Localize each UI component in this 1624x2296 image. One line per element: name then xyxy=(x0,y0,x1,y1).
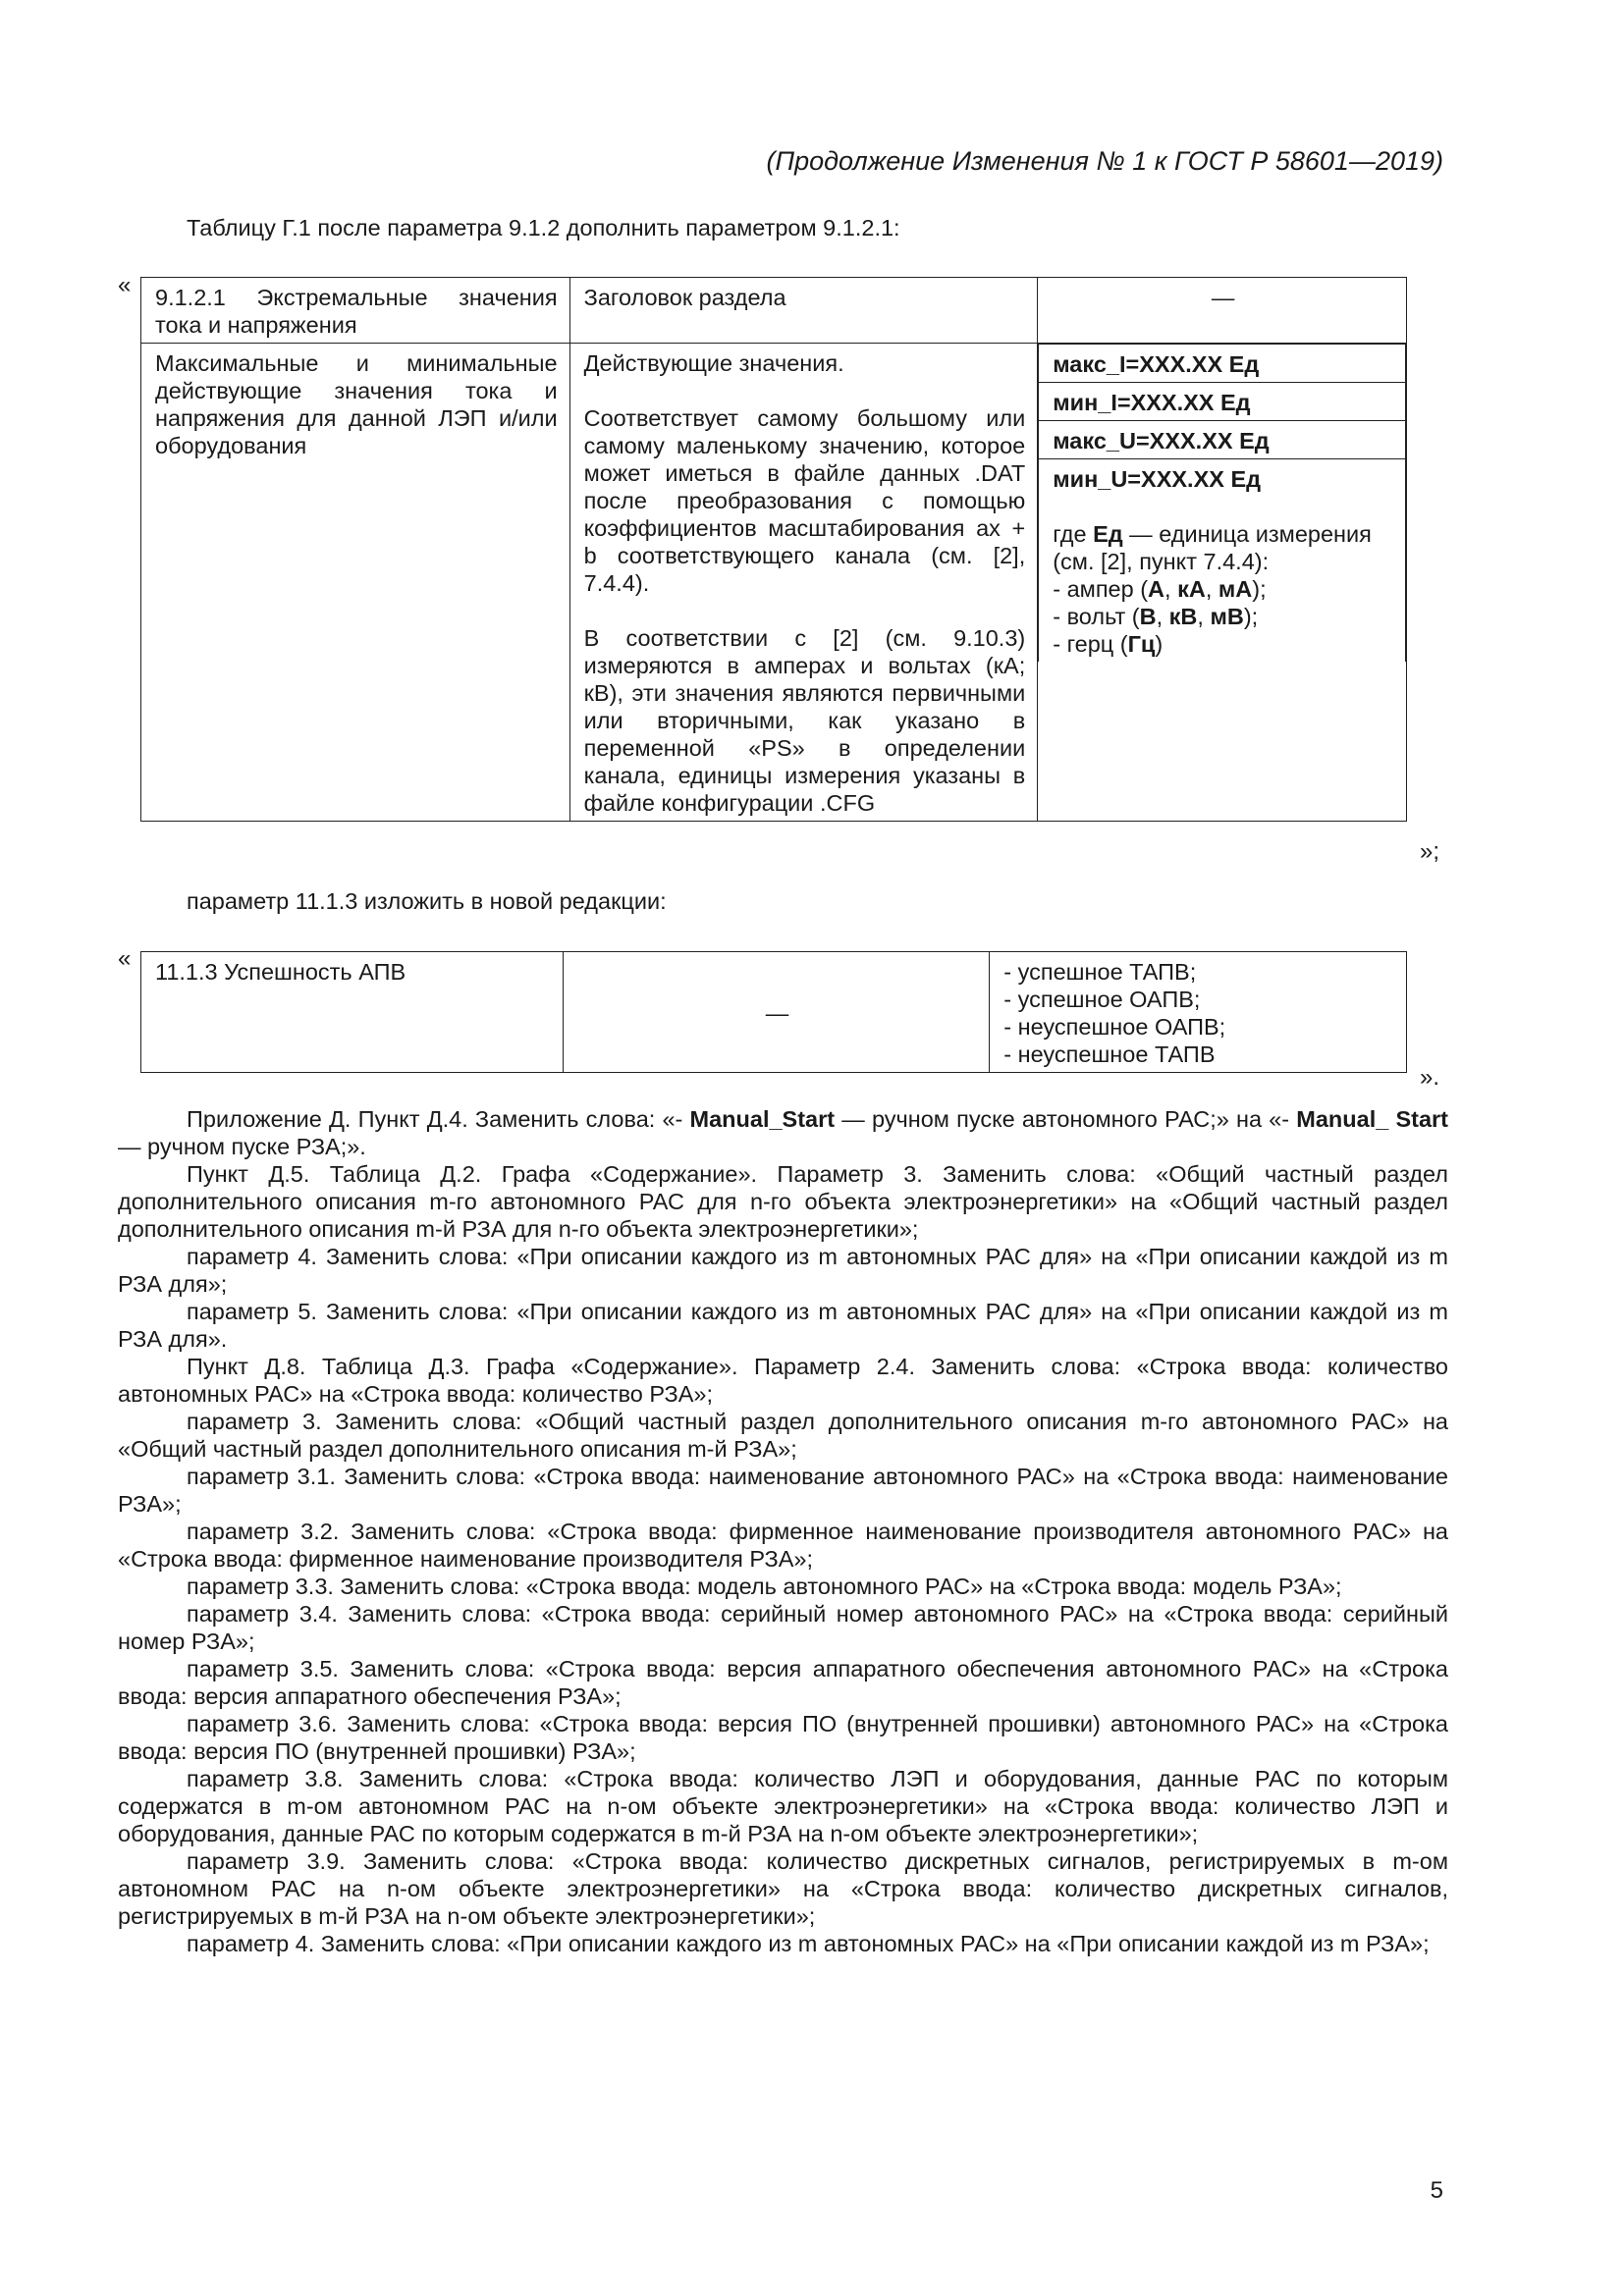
paragraph: параметр 4. Заменить слова: «При описании каждого из m автономных РАС для» на «При описании каждой из m РЗА для»; xyxy=(118,1244,1448,1297)
table-cell xyxy=(990,952,1407,1073)
table-row xyxy=(141,278,1407,344)
table-g1-intro: Таблицу Г.1 после параметра 9.1.2 дополнить параметром 9.1.2.1: xyxy=(187,215,900,240)
paragraph: параметр 5. Заменить слова: «При описании каждого из m автономных РАС для» на «При описании каждой из m РЗА для». xyxy=(118,1299,1448,1352)
format-min-voltage: мин_U=XXX.XX Ед xyxy=(1053,466,1262,492)
description-para-3: В соответствии с [2] (см. 9.10.3) измеряются в амперах и вольтах (кА; кВ), эти значения являются первичными или вторичными, как указано в переменной «PS» в определении канала, единицы измерения указаны в файле конфигурации .CFG xyxy=(583,625,1026,816)
paragraph: Пункт Д.5. Таблица Д.2. Графа «Содержание». Параметр 3. Заменить слова: «Общий частный раздел дополнительного описания m-го автономного РАС для n-го объекта электроэнергетики» на «Общий частный раздел дополнительного описания m-й РЗА для n-го объекта электроэнергетики»; xyxy=(118,1161,1448,1242)
paragraph: параметр 3.3. Заменить слова: «Строка ввода: модель автономного РАС» на «Строка ввода: модель РЗА»; xyxy=(187,1574,1342,1599)
table-cell xyxy=(1038,344,1407,822)
table-cell xyxy=(569,344,1038,822)
close-quote-2: ». xyxy=(1420,1064,1440,1091)
description-para-2: Соответствует самому большому или самому маленькому значению, которое может иметься в файле данных .DAT после преобразования с помощью коэффициентов масштабирования ax + b соответствующего канала (см. [2], 7.4.4). xyxy=(583,405,1026,596)
close-quote-1: »; xyxy=(1420,838,1440,865)
paragraph: Пункт Д.8. Таблица Д.3. Графа «Содержание». Параметр 2.4. Заменить слова: «Строка ввода: количество автономных РАС» на «Строка ввода: количество РЗА»; xyxy=(118,1354,1448,1407)
param-11-1-3-intro: параметр 11.1.3 изложить в новой редакции: xyxy=(187,888,667,914)
paragraph: параметр 3.5. Заменить слова: «Строка ввода: версия аппаратного обеспечения автономного РАС» на «Строка ввода: версия аппаратного обеспечения РЗА»; xyxy=(118,1656,1448,1709)
open-quote-2: « xyxy=(118,945,132,972)
format-min-current: мин_I=XXX.XX Ед xyxy=(1053,390,1251,415)
unit-volt: - вольт (В, кВ, мВ); xyxy=(1053,604,1259,629)
table-cell xyxy=(563,952,990,1073)
amendment-text xyxy=(118,1105,1448,1957)
param-9-1-2-1-description: Заголовок раздела xyxy=(583,285,786,310)
param-11-1-3-name: 11.1.3 Успешность АПВ xyxy=(155,959,406,985)
paragraph: параметр 3.9. Заменить слова: «Строка ввода: количество дискретных сигналов, регистрируемых в m-ом автономном РАС на n-ом объекте электроэнергетики» на «Строка ввода: количество дискретных сигналов, регистрируемых в m-й РЗА на n-ом объекте электроэнергетики»; xyxy=(118,1848,1448,1929)
list-item: - неуспешное ТАПВ xyxy=(1003,1041,1216,1067)
list-item: - успешное ОАПВ; xyxy=(1003,987,1201,1012)
paragraph: параметр 3.8. Заменить слова: «Строка ввода: количество ЛЭП и оборудования, данные РАС по которым содержатся в m-ом автономном РАС на n-ом объекте электроэнергетики» на «Строка ввода: количество ЛЭП и оборудования, данные РАС по которым содержатся в m-й РЗА на n-ом объекте электроэнергетики»; xyxy=(118,1766,1448,1846)
table-cell xyxy=(141,344,570,822)
unit-note: где Ед — единица измерения (см. [2], пункт 7.4.4): xyxy=(1053,521,1372,574)
param-9-1-2-1-value: — xyxy=(1211,285,1235,310)
format-max-voltage: макс_U=XXX.XX Ед xyxy=(1053,428,1270,454)
paragraph-d4: Приложение Д. Пункт Д.4. Заменить слова: «- Manual_Start — ручном пуске автономного РАС;» на «- Manual_ Start — ручном пуске РЗА;». xyxy=(118,1106,1449,1159)
param-extreme-values-name: Максимальные и минимальные действующие значения тока и напряжения для данной ЛЭП и/или оборудования xyxy=(155,350,558,458)
table-cell xyxy=(569,278,1038,344)
description-para-1: Действующие значения. xyxy=(583,350,844,376)
table-cell xyxy=(1038,278,1407,344)
param-11-1-3-description: — xyxy=(765,1000,789,1026)
open-quote-1: « xyxy=(118,272,132,298)
running-header: (Продолжение Изменения № 1 к ГОСТ Р 58601—2019) xyxy=(766,146,1443,176)
paragraph: параметр 3.4. Заменить слова: «Строка ввода: серийный номер автономного РАС» на «Строка ввода: серийный номер РЗА»; xyxy=(118,1601,1448,1654)
param-extreme-values-description xyxy=(570,344,1038,821)
page-number: 5 xyxy=(1430,2177,1443,2204)
table-row xyxy=(141,952,1407,1073)
paragraph: параметр 3.2. Заменить слова: «Строка ввода: фирменное наименование производителя автономного РАС» на «Строка ввода: фирменное наименование производителя РЗА»; xyxy=(118,1519,1448,1572)
format-max-current: макс_I=XXX.XX Ед xyxy=(1053,351,1260,377)
table-g1 xyxy=(140,277,1407,822)
format-min-voltage-and-units xyxy=(1039,459,1405,662)
paragraph: параметр 3.6. Заменить слова: «Строка ввода: версия ПО (внутренней прошивки) автономного РАС» на «Строка ввода: версия ПО (внутренней прошивки) РЗА»; xyxy=(118,1711,1448,1764)
table-cell xyxy=(141,278,570,344)
paragraph: параметр 3.1. Заменить слова: «Строка ввода: наименование автономного РАС» на «Строка ввода: наименование РЗА»; xyxy=(118,1464,1448,1517)
list-item: - успешное ТАПВ; xyxy=(1003,959,1197,985)
param-11-1-3-values xyxy=(990,952,1406,1072)
list-item: - неуспешное ОАПВ; xyxy=(1003,1014,1226,1040)
table-cell xyxy=(141,952,564,1073)
paragraph: параметр 4. Заменить слова: «При описании каждого из m автономных РАС» на «При описании каждой из m РЗА»; xyxy=(187,1931,1430,1956)
param-9-1-2-1-name: 9.1.2.1 Экстремальные значения тока и напряжения xyxy=(155,285,558,338)
table-11-1-3 xyxy=(140,951,1407,1073)
unit-ampere: - ампер (А, кА, мА); xyxy=(1053,576,1267,602)
paragraph: параметр 3. Заменить слова: «Общий частный раздел дополнительного описания m-го автономного РАС» на «Общий частный раздел дополнительного описания m-й РЗА»; xyxy=(118,1409,1448,1462)
table-row xyxy=(141,344,1407,822)
value-format-list xyxy=(1038,344,1406,662)
unit-hertz: - герц (Гц) xyxy=(1053,631,1164,657)
